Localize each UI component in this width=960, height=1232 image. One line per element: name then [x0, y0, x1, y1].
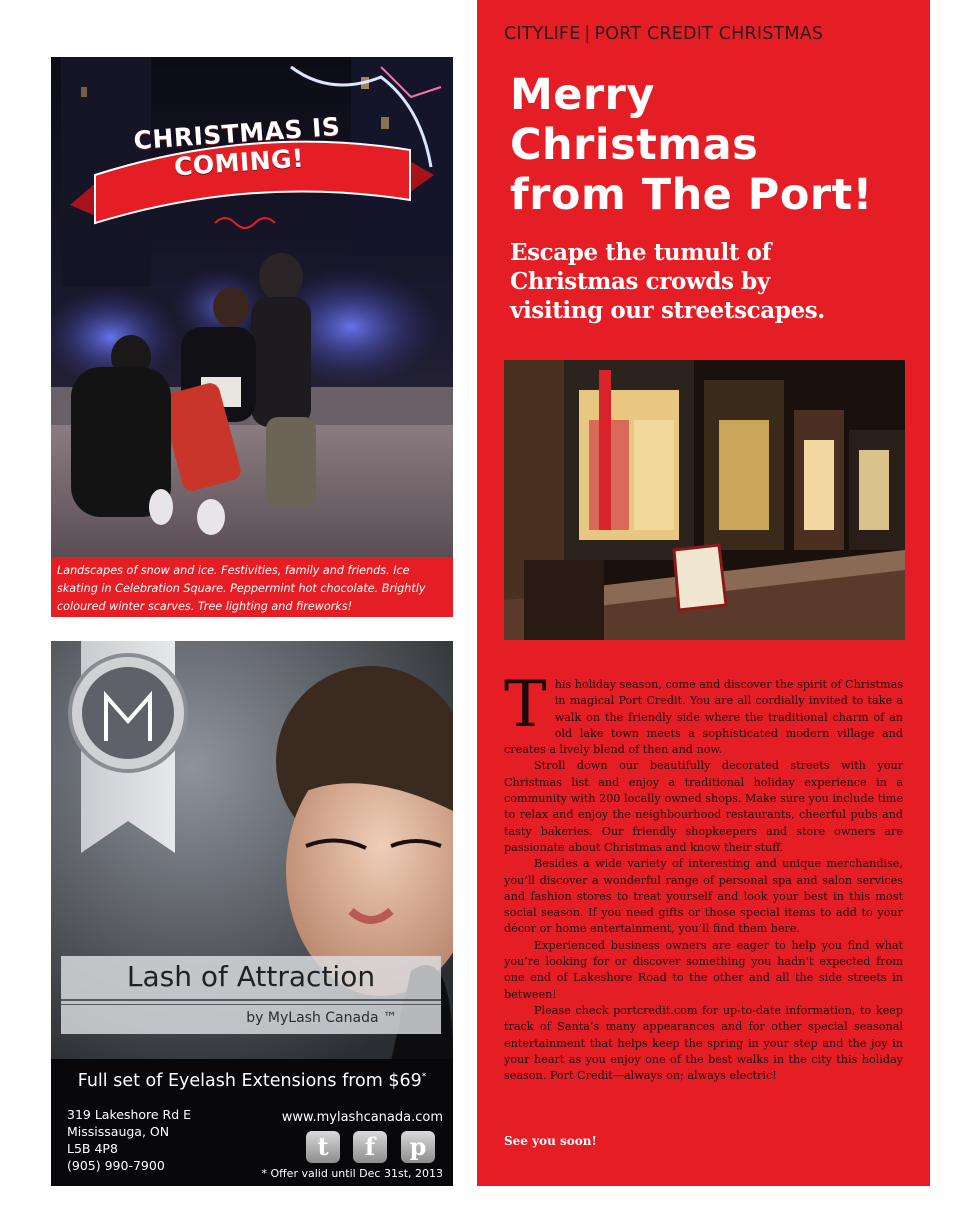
street-night-photo: [504, 360, 905, 640]
dropcap: T: [504, 668, 547, 742]
ad-footer: [51, 1059, 453, 1186]
ad-title: Lash of Attraction: [126, 960, 376, 993]
headline-line: Christmas: [510, 120, 759, 170]
banner-headline: CHRISTMAS IS COMING!: [132, 111, 342, 182]
twitter-icon[interactable]: t: [306, 1131, 340, 1163]
paragraph-text: his holiday season, come and discover the spirit of Christmas in magical Port Credit. You are all cordially invited to take a walk on the friendly side where the traditional charm of an old lake town meets a sophisticated modern village and creates a lively blend of then and now.: [504, 678, 903, 757]
article-signoff: See you soon!: [504, 1134, 597, 1148]
body-paragraph: Besides a wide variety of interesting and unique merchandise, you’ll discover a wonderful range of personal spa and salon services and fashion stores to treat yourself and look your best in this most social season. If you need gifts or those special items to add to your décor or home entertainment, you’ll find them here.: [504, 857, 903, 936]
divider: [61, 1004, 441, 1005]
article-body: [504, 668, 903, 1084]
headline-line: from The Port!: [510, 170, 873, 220]
offer-asterisk: *: [421, 1072, 427, 1083]
offer-text: Full set of Eyelash Extensions from $69: [77, 1071, 422, 1091]
ad-address: [67, 1106, 191, 1174]
pinterest-icon[interactable]: p: [401, 1131, 435, 1163]
ad-offer: [51, 1071, 453, 1091]
skating-photo-card: [51, 57, 453, 617]
address-postal: L5B 4P8: [67, 1141, 118, 1156]
ad-title-band: [61, 956, 441, 1034]
website-link[interactable]: www.mylashcanada.com: [281, 1110, 443, 1125]
article-deck: [510, 238, 840, 325]
offer-valid-note: * Offer valid until Dec 31st, 2013: [261, 1167, 443, 1180]
headline-line: Merry: [510, 70, 655, 120]
photo-caption: Landscapes of snow and ice. Festivities, family and friends. Ice skating in Celebration Square. Peppermint hot chocolate. Brightly coloured winter scarves. Tree lighting and fireworks!: [51, 557, 453, 617]
body-paragraph: Please check portcredit.com for up-to-date information, to keep track of Santa’s many appearances and for other special seasonal entertainment that helps keep the spring in your step and the joy in your heart as you enjoy one of the best walks in the city this holiday season. Port Credit—always on; always electric!: [504, 1003, 903, 1083]
address-phone[interactable]: (905) 990-7900: [67, 1158, 165, 1173]
body-paragraph: Experienced business owners are eager to help you find what you’re looking for or discover something you hadn’t expected from one end of Lakeshore Road to the other and all the side streets in between!: [504, 938, 903, 1001]
address-city: Mississauga, ON: [67, 1124, 170, 1139]
facebook-icon[interactable]: f: [353, 1131, 387, 1163]
lash-advertisement: [51, 641, 453, 1186]
ad-subtitle: by MyLash Canada ™: [246, 1010, 397, 1026]
address-street: 319 Lakeshore Rd E: [67, 1107, 192, 1122]
article-panel: [477, 0, 930, 1186]
section-separator: |: [584, 24, 591, 44]
section-topic: PORT CREDIT CHRISTMAS: [594, 24, 824, 44]
section-name: CITYLIFE: [504, 24, 581, 44]
divider: [61, 999, 441, 1001]
deck-line: Escape the tumult of: [510, 239, 772, 266]
article-headline: [510, 70, 873, 220]
deck-line: Christmas crowds by: [510, 268, 770, 295]
body-paragraph: [504, 668, 903, 758]
section-label: [504, 24, 823, 44]
deck-line: visiting our streetscapes.: [510, 297, 825, 324]
body-paragraph: Stroll down our beautifully decorated streets with your Christmas list and enjoy a traditional holiday experience in a community with 200 locally owned shops. Make sure you include time to relax and enjoy the neighbourhood restaurants, cheerful pubs and tasty bakeries. Our friendly shopkeepers and store owners are passionate about Christmas and know their stuff.: [504, 759, 903, 854]
